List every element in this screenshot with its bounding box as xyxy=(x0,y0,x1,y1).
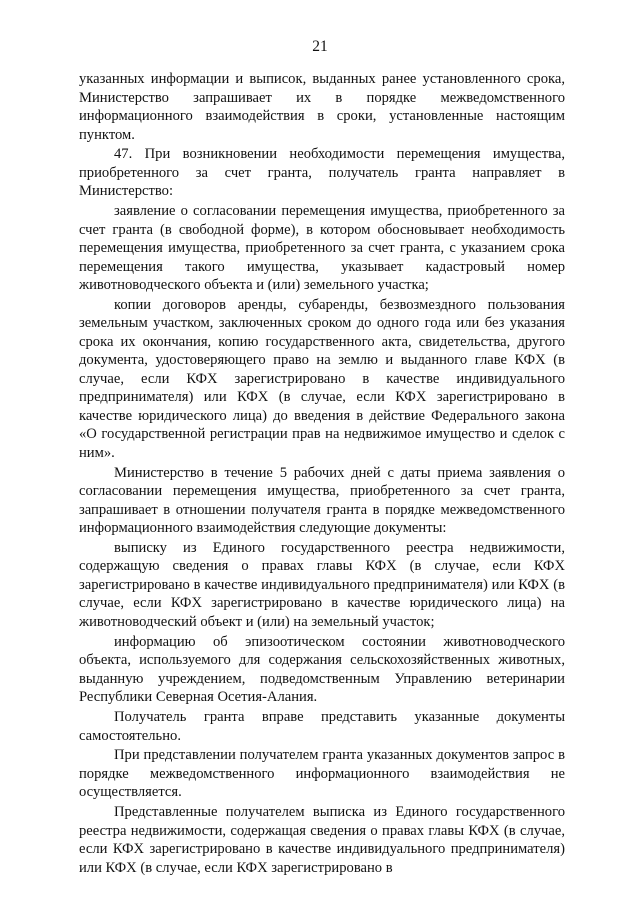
paragraph-item-47: 47. При возникновении необходимости перемещения имущества, приобретенного за счет гранта, получатель гранта направляет в Министерство: xyxy=(79,146,565,200)
paragraph-self-submission: Получатель гранта вправе представить указанные документы самостоятельно. xyxy=(79,709,565,744)
paragraph-ministry-request: Министерство в течение 5 рабочих дней с даты приема заявления о согласовании перемещения имущества, приобретенного за счет гранта, запрашивает в отношении получателя гранта в порядке межведомственного информационного взаимодействия следующие документы: xyxy=(79,464,565,537)
page-number: 21 xyxy=(312,38,328,55)
paragraph-no-request: При представлении получателем гранта указанных документов запрос в порядке межведомственного информационного взаимодействия не осуществляется. xyxy=(79,747,565,801)
paragraph-epizootic-info: информацию об эпизоотическом состоянии животноводческого объекта, используемого для содержания сельскохозяйственных животных, выданную учреждением, подведомственным Управлению ветеринарии Республики Северная Осетия-Алания. xyxy=(79,633,565,706)
document-body xyxy=(79,70,565,878)
paragraph-lease-copies: копии договоров аренды, субаренды, безвозмездного пользования земельным участком, заключенных сроком до одного года или без указания срока их окончания, копию государственного акта, свидетельства, другого документа, удостоверяющего право на землю и выданного главе КФХ (в случае, если КФХ зарегистрировано в качестве индивидуального предпринимателя) или КФХ (в случае, если КФХ зарегистрировано в качестве юридического лица) до введения в действие Федерального закона «О государственной регистрации прав на недвижимое имущество и сделок с ним». xyxy=(79,296,565,461)
paragraph-application: заявление о согласовании перемещения имущества, приобретенного за счет гранта (в свободной форме), в котором обосновывает необходимость перемещения имущества, приобретенного за счет гранта, с указанием срока перемещения такого имущества, указывает кадастровый номер животноводческого объекта и (или) земельного участка; xyxy=(79,203,565,294)
paragraph-continuation: указанных информации и выписок, выданных ранее установленного срока, Министерство запрашивает их в порядке межведомственного информационного взаимодействия в сроки, установленные настоящим пунктом. xyxy=(79,71,565,143)
paragraph-submitted-extract: Представленные получателем выписка из Единого государственного реестра недвижимости, содержащая сведения о правах главы КФХ (в случае, если КФХ зарегистрировано в качестве индивидуального предпринимателя) или КФХ (в случае, если КФХ зарегистрировано в xyxy=(79,804,565,876)
paragraph-registry-extract: выписку из Единого государственного реестра недвижимости, содержащую сведения о правах главы КФХ (в случае, если КФХ зарегистрировано в качестве индивидуального предпринимателя) или КФХ (в случае, если КФХ зарегистрировано в качестве юридического лица) на животноводческий объект и (или) на земельный участок; xyxy=(79,539,565,630)
